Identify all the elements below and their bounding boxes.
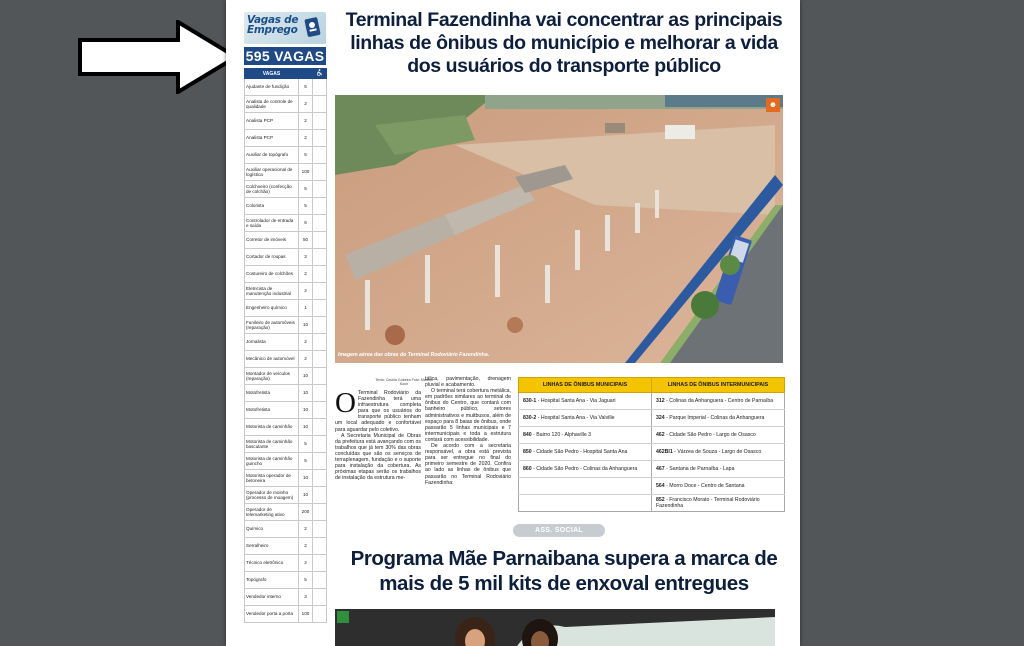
job-pcd <box>313 606 327 623</box>
job-qty: 10 <box>299 487 313 504</box>
job-row <box>245 283 327 300</box>
bus-intermunicipal-cell <box>652 444 785 461</box>
bus-line-route: - Colinas da Anhanguera - Centro de Parnaíba <box>664 398 774 404</box>
job-role: Colchoeiro (confecção de colchão) <box>245 181 299 198</box>
jobs-count: 595 VAGAS <box>245 48 325 64</box>
job-qty: 100 <box>299 606 313 623</box>
job-qty: 5 <box>299 147 313 164</box>
job-row <box>245 368 327 385</box>
job-row <box>245 147 327 164</box>
bus-intermunicipal-cell <box>652 461 785 478</box>
job-row <box>245 436 327 453</box>
job-row <box>245 385 327 402</box>
job-role: Serralheiro <box>245 538 299 555</box>
job-role: Controlador de entrada e saída <box>245 215 299 232</box>
job-row <box>245 589 327 606</box>
job-pcd <box>313 351 327 368</box>
job-qty: 2 <box>299 334 313 351</box>
job-role: Analista PCP <box>245 113 299 130</box>
job-pcd <box>313 487 327 504</box>
job-row <box>245 572 327 589</box>
job-role: Motofretista <box>245 385 299 402</box>
bus-line-route: - Santana de Parnaíba - Lapa <box>664 466 735 472</box>
bus-header-municipal: LINHAS DE ÔNIBUS MUNICIPAIS <box>519 378 652 393</box>
job-qty: 5 <box>299 198 313 215</box>
job-role: Auxiliar de topógrafo <box>245 147 299 164</box>
article-credit: Texto: Cecília Gobeira Foto: Marcos Koch <box>375 378 433 387</box>
job-role: Eletricista de manutenção industrial <box>245 283 299 300</box>
dropcap: O <box>335 387 356 419</box>
job-row <box>245 351 327 368</box>
job-qty: 5 <box>299 453 313 470</box>
article-col2-p2: O terminal terá cobertura metálica, em padrões similares ao terminal de ônibus do Centro, que contará com banheiro público, setores administrativos e muitbusos, além de espaço para 8 baias de ônibus, onde passarão 5 linhas municipais e 7 intermunicipais e toda a estrutura contará com acessibilidade. <box>425 388 511 443</box>
bus-row <box>519 427 785 444</box>
second-photo <box>335 609 775 646</box>
newspaper-page <box>226 0 800 646</box>
job-pcd <box>313 147 327 164</box>
bus-header-intermunicipal: LINHAS DE ÔNIBUS INTERMUNICIPAIS <box>652 378 785 393</box>
job-qty: 50 <box>299 232 313 249</box>
job-qty: 2 <box>299 130 313 147</box>
job-qty: 200 <box>299 504 313 521</box>
job-role: Cortador de roupas <box>245 249 299 266</box>
job-qty: 2 <box>299 96 313 113</box>
job-role: Motorista de caminhão <box>245 419 299 436</box>
bus-municipal-cell <box>519 461 652 478</box>
job-role: Montador de veículos (reparação) <box>245 368 299 385</box>
job-role: Mecânico de automóvel <box>245 351 299 368</box>
job-qty: 5 <box>299 181 313 198</box>
job-role: Vendedor porta a porta <box>245 606 299 623</box>
job-role: Auxiliar operacional de logística <box>245 164 299 181</box>
job-role: Colorista <box>245 198 299 215</box>
second-headline: Programa Mãe Parnaibana supera a marca de mais de 5 mil kits de enxoval entregues <box>350 547 778 595</box>
job-row <box>245 113 327 130</box>
job-qty: 10 <box>299 402 313 419</box>
job-role: Motofretista <box>245 402 299 419</box>
bus-line-route: - Parque Imperial - Colinas da Anhanguera <box>664 415 765 421</box>
job-qty: 2 <box>299 555 313 572</box>
job-row <box>245 521 327 538</box>
job-role: Engenheiro químico <box>245 300 299 317</box>
jobs-sidebar <box>244 12 326 646</box>
job-qty: 10 <box>299 385 313 402</box>
job-role: Operador de telemarketing ativo <box>245 504 299 521</box>
job-row <box>245 300 327 317</box>
job-pcd <box>313 266 327 283</box>
photo-logo-badge: ☻ <box>766 98 780 112</box>
job-role: Topógrafo <box>245 572 299 589</box>
bus-municipal-cell <box>519 478 652 495</box>
job-qty: 2 <box>299 283 313 300</box>
bus-line-route: - Morro Doce - Centro de Santana <box>664 483 745 489</box>
job-row <box>245 317 327 334</box>
job-row <box>245 266 327 283</box>
job-qty: 3 <box>299 249 313 266</box>
job-pcd <box>313 521 327 538</box>
job-pcd <box>313 249 327 266</box>
job-role: Funileiro de automóveis (reparação) <box>245 317 299 334</box>
jobs-logo-text: Vagas de Emprego <box>247 14 299 36</box>
job-qty: 1 <box>299 300 313 317</box>
photo-caption: Imagem aérea das obras do Terminal Rodoviário Fazendinha. <box>338 352 490 358</box>
bus-line-code: 860 <box>523 466 532 472</box>
jobs-header-vagas: VAGAS <box>245 69 299 79</box>
jobs-logo <box>244 12 326 44</box>
job-row <box>245 504 327 521</box>
job-qty: 10 <box>299 419 313 436</box>
bus-line-code: 467 <box>656 466 665 472</box>
job-qty: 5 <box>299 79 313 96</box>
bus-line-code: 312 <box>656 398 665 404</box>
job-qty: 2 <box>299 351 313 368</box>
job-row <box>245 606 327 623</box>
bus-line-route: - Várzea de Souza - Largo de Osasco <box>672 449 762 455</box>
bus-municipal-cell <box>519 495 652 512</box>
main-headline: Terminal Fazendinha vai concentrar as principais linhas de ônibus do município e melhorar a vida dos usuários do transporte público <box>345 9 783 77</box>
job-row <box>245 96 327 113</box>
wheelchair-icon <box>313 69 327 79</box>
job-row <box>245 402 327 419</box>
bus-line-route: - Hospital Santa Ana - Via Jaguari <box>536 398 616 404</box>
bus-line-route: - Cidade São Pedro - Hospital Santa Ana <box>531 449 628 455</box>
job-pcd <box>313 419 327 436</box>
job-row <box>245 470 327 487</box>
bus-row <box>519 461 785 478</box>
id-card-icon <box>304 16 322 38</box>
article-col-1 <box>335 387 421 482</box>
job-row <box>245 130 327 147</box>
job-qty: 10 <box>299 317 313 334</box>
job-qty: 2 <box>299 113 313 130</box>
job-pcd <box>313 334 327 351</box>
bus-municipal-cell <box>519 393 652 410</box>
job-pcd <box>313 368 327 385</box>
job-qty: 10 <box>299 470 313 487</box>
job-pcd <box>313 453 327 470</box>
bus-intermunicipal-cell <box>652 495 785 512</box>
bus-intermunicipal-cell <box>652 410 785 427</box>
job-pcd <box>313 317 327 334</box>
job-pcd <box>313 504 327 521</box>
job-qty: 6 <box>299 215 313 232</box>
job-role: Costureiro de colchões <box>245 266 299 283</box>
job-pcd <box>313 232 327 249</box>
bus-row <box>519 444 785 461</box>
bus-lines-table <box>518 377 785 512</box>
job-pcd <box>313 436 327 453</box>
job-role: Vendedor interno <box>245 589 299 606</box>
job-row <box>245 79 327 96</box>
job-pcd <box>313 96 327 113</box>
job-pcd <box>313 283 327 300</box>
job-row <box>245 487 327 504</box>
job-qty: 100 <box>299 164 313 181</box>
bus-row <box>519 410 785 427</box>
article-col-2 <box>425 376 511 486</box>
bus-line-code: 852 <box>656 497 665 503</box>
job-qty: 10 <box>299 368 313 385</box>
article-col1-p1: Terminal Rodoviário da Fazendinha terá uma infraestrutura completa para que os usuários do transporte público tenham um local adequado e confortável para aguardar pelo coletivo. <box>335 390 421 433</box>
job-pcd <box>313 181 327 198</box>
job-role: Jornalista <box>245 334 299 351</box>
bus-line-route: - Bairro 120 - Alphaville 3 <box>531 432 592 438</box>
job-row <box>245 555 327 572</box>
job-role: Analista de controle de qualidade <box>245 96 299 113</box>
article-col1-p2: A Secretaria Municipal de Obras da prefeitura está avançando com os trabalhos que já tem 30% das obras concluídas que são os serviços de terraplenagem, fundação e o suporte para instalação da cobertura. As próximas etapas serão os trabalhos de instalação da estrutura me- <box>335 432 421 482</box>
bus-municipal-cell <box>519 427 652 444</box>
bus-line-route: - Francisco Morato - Terminal Rodoviário Fazendinha <box>656 497 760 509</box>
jobs-header-qty <box>299 69 313 79</box>
job-role: Corretor de imóveis <box>245 232 299 249</box>
bus-line-code: 830-2 <box>523 415 537 421</box>
job-pcd <box>313 215 327 232</box>
bus-line-code: 462 <box>656 432 665 438</box>
job-row <box>245 334 327 351</box>
job-pcd <box>313 402 327 419</box>
bus-line-route: - Hospital Santa Ana - Via Valville <box>536 415 615 421</box>
bus-line-code: 564 <box>656 483 665 489</box>
job-pcd <box>313 79 327 96</box>
article-col2-p1: tálica, pavimentação, drenagem pluvial e acabamento. <box>425 376 511 389</box>
bus-intermunicipal-cell <box>652 478 785 495</box>
bus-intermunicipal-cell <box>652 427 785 444</box>
job-qty: 5 <box>299 436 313 453</box>
bus-row <box>519 495 785 512</box>
job-qty: 5 <box>299 572 313 589</box>
bus-line-code: 850 <box>523 449 532 455</box>
job-role: Operador de moinho (processo de moagem) <box>245 487 299 504</box>
job-role: Analista PCP <box>245 130 299 147</box>
jobs-table <box>244 68 327 623</box>
job-pcd <box>313 538 327 555</box>
job-row <box>245 215 327 232</box>
bus-intermunicipal-cell <box>652 393 785 410</box>
bus-municipal-cell <box>519 410 652 427</box>
job-pcd <box>313 555 327 572</box>
job-role: Químico <box>245 521 299 538</box>
job-pcd <box>313 572 327 589</box>
job-pcd <box>313 470 327 487</box>
job-role: Ajudante de fundição <box>245 79 299 96</box>
job-pcd <box>313 589 327 606</box>
photo2-logo-badge <box>337 611 349 623</box>
bus-municipal-cell <box>519 444 652 461</box>
article-col2-p3: De acordo com a secretaria responsável, a obra está prevista para ser entregue no final do primeiro semestre de 2020. Confira ao lado as linhas de ônibus que passarão no Terminal Rodoviário Fazendinha: <box>425 443 511 486</box>
bus-line-code: 462BI1 <box>656 449 673 455</box>
job-row <box>245 232 327 249</box>
section-label: ASS. SOCIAL <box>513 524 605 537</box>
bus-line-code: 830-1 <box>523 398 537 404</box>
job-row <box>245 198 327 215</box>
job-role: Técnico eletrônico <box>245 555 299 572</box>
job-qty: 2 <box>299 266 313 283</box>
bus-line-route: - Cidade São Pedro - Largo de Osasco <box>664 432 756 438</box>
job-row <box>245 453 327 470</box>
bus-row <box>519 478 785 495</box>
job-row <box>245 538 327 555</box>
job-pcd <box>313 385 327 402</box>
job-row <box>245 249 327 266</box>
job-row <box>245 164 327 181</box>
job-row <box>245 181 327 198</box>
job-pcd <box>313 198 327 215</box>
bus-row <box>519 393 785 410</box>
bus-line-code: 840 <box>523 432 532 438</box>
job-qty: 2 <box>299 521 313 538</box>
bus-line-route: - Cidade São Pedro - Colinas da Anhanguera <box>531 466 638 472</box>
job-role: Motorista operador de betoneira <box>245 470 299 487</box>
job-pcd <box>313 300 327 317</box>
job-qty: 3 <box>299 589 313 606</box>
job-role: Motorista de caminhão basculante <box>245 436 299 453</box>
job-pcd <box>313 130 327 147</box>
bus-line-code: 324 <box>656 415 665 421</box>
job-pcd <box>313 164 327 181</box>
job-role: Motorista de caminhão guincho <box>245 453 299 470</box>
aerial-photo <box>335 95 783 363</box>
job-qty: 2 <box>299 538 313 555</box>
pointer-arrow-icon <box>78 20 238 94</box>
job-pcd <box>313 113 327 130</box>
job-row <box>245 419 327 436</box>
